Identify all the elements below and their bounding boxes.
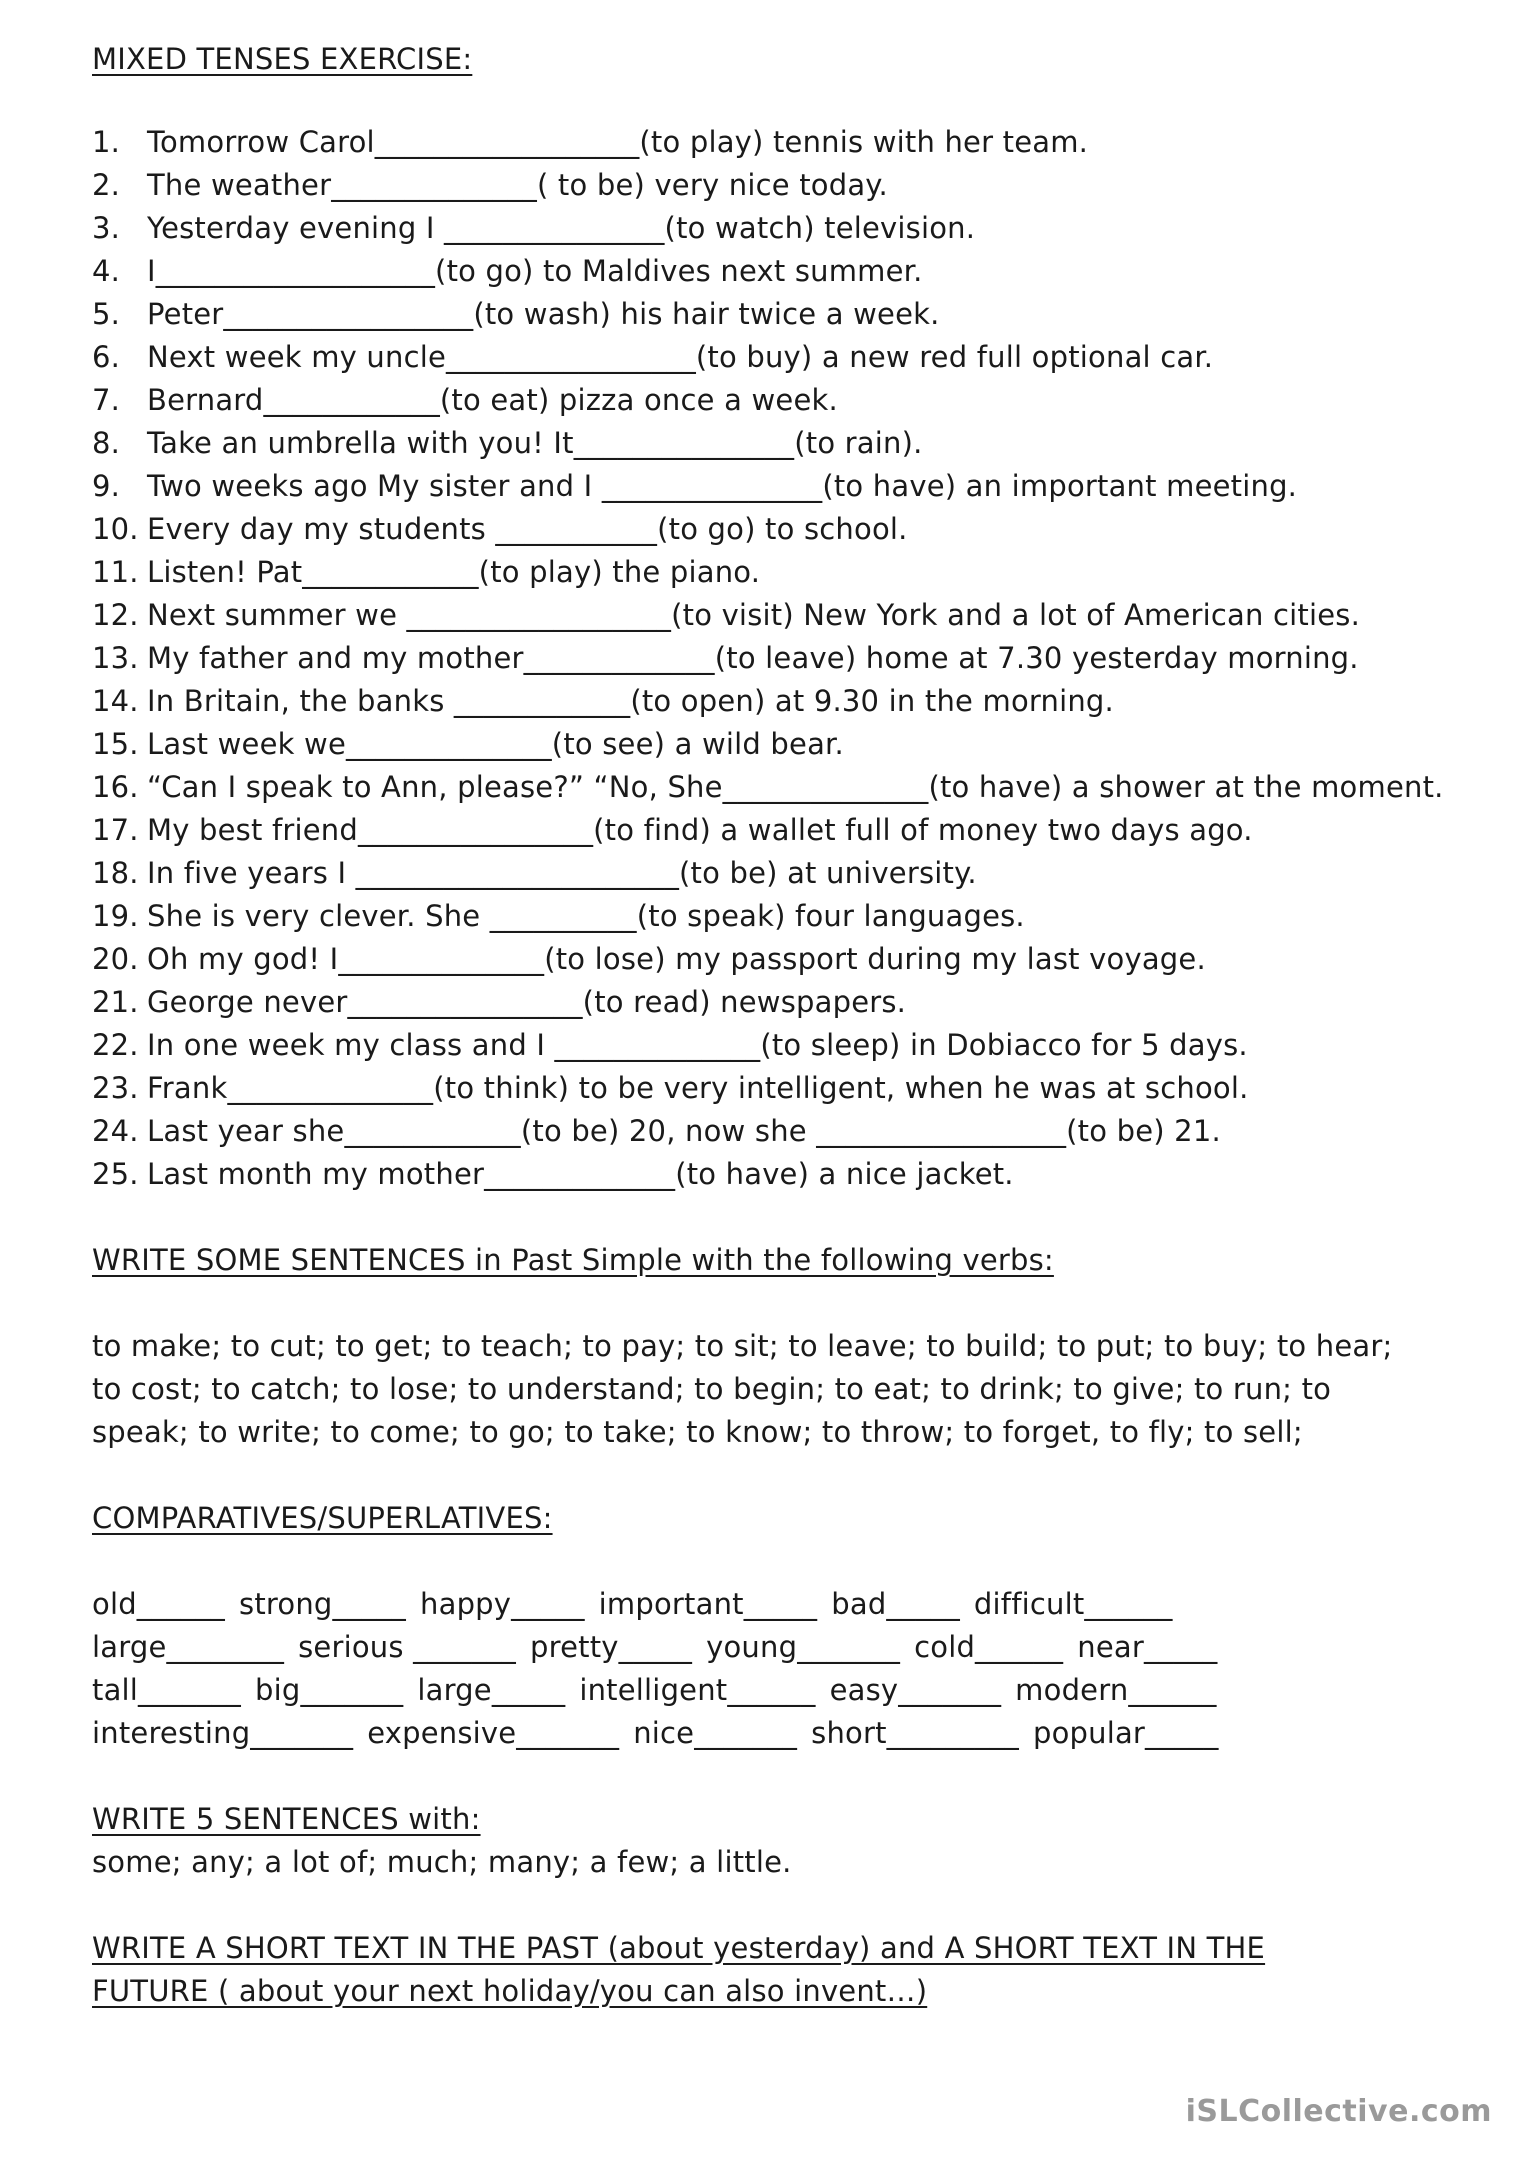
exercise-number: 10. [92,512,139,546]
exercise-number: 17. [92,813,139,847]
exercise-item [92,766,1502,809]
adjective-blank: happy_____ [420,1587,585,1621]
exercise-number: 7. [92,383,121,417]
adjective-blank: tall_______ [92,1673,241,1707]
exercise-item [92,336,1502,379]
exercise-item [92,250,1502,293]
exercise-sentence: Oh my god! I______________(to lose) my passport during my last voyage. [147,942,1206,976]
adjective-blank: intelligent______ [579,1673,816,1707]
adjective-blank: nice_______ [633,1716,798,1750]
exercise-item [92,551,1502,594]
exercise-sentence: She is very clever. She __________(to speak) four languages. [147,899,1025,933]
exercise-number: 4. [92,254,121,288]
exercise-number: 24. [92,1114,139,1148]
exercise-number: 1. [92,125,121,159]
short-text-line: WRITE A SHORT TEXT IN THE PAST (about yesterday) and A SHORT TEXT IN THE [92,1931,1266,1965]
watermark: iSLCollective.com [1185,2094,1492,2129]
adjective-blank: near_____ [1077,1630,1218,1664]
exercise-sentence: In Britain, the banks ____________(to open) at 9.30 in the morning. [147,684,1114,718]
exercise-item [92,422,1502,465]
exercise-item [92,1110,1502,1153]
exercise-sentence: Every day my students ___________(to go) to school. [147,512,908,546]
exercise-item [92,938,1502,981]
worksheet [92,38,1502,2013]
short-text-line: FUTURE ( about your next holiday/you can also invent…) [92,1974,928,2008]
exercise-sentence: My father and my mother_____________(to leave) home at 7.30 yesterday morning. [147,641,1359,675]
adjective-blank: old______ [92,1587,226,1621]
adjective-blank: short_________ [811,1716,1019,1750]
exercise-item [92,164,1502,207]
exercise-sentence: In five years I ______________________(to be) at university. [147,856,977,890]
exercise-number: 16. [92,770,139,804]
exercise-sentence: Last year she____________(to be) 20, now she _________________(to be) 21. [147,1114,1221,1148]
exercise-item [92,1067,1502,1110]
adjective-blank: modern______ [1015,1673,1217,1707]
comparatives-row [92,1669,1502,1712]
exercise-item [92,207,1502,250]
exercise-number: 8. [92,426,121,460]
exercise-sentence: Two weeks ago My sister and I _______________(to have) an important meeting. [147,469,1298,503]
exercise-sentence: Peter_________________(to wash) his hair twice a week. [147,297,940,331]
exercise-sentence: I___________________(to go) to Maldives next summer. [147,254,923,288]
verb-line: to make; to cut; to get; to teach; to pay; to sit; to leave; to build; to put; to buy; to hear; [92,1329,1393,1363]
comparatives-row [92,1583,1502,1626]
exercise-item [92,594,1502,637]
comparatives-row [92,1626,1502,1669]
adjective-blank: young_______ [706,1630,901,1664]
exercise-item [92,293,1502,336]
page-title: MIXED TENSES EXERCISE: [92,42,473,76]
exercise-number: 14. [92,684,139,718]
exercise-sentence: Next week my uncle_________________(to buy) a new red full optional car. [147,340,1214,374]
adjective-blank: cold______ [914,1630,1064,1664]
short-text-instructions [92,1927,1502,2013]
exercise-number: 20. [92,942,139,976]
exercise-sentence: Last week we______________(to see) a wild bear. [147,727,844,761]
verb-line: to cost; to catch; to lose; to understand; to begin; to eat; to drink; to give; to run; to [92,1372,1332,1406]
exercise-number: 6. [92,340,121,374]
quantifiers-heading: WRITE 5 SENTENCES with: [92,1802,481,1836]
adjective-blank: easy_______ [829,1673,1002,1707]
adjective-blank: large________ [92,1630,285,1664]
exercise-sentence: In one week my class and I ______________(to sleep) in Dobiacco for 5 days. [147,1028,1248,1062]
exercise-number: 19. [92,899,139,933]
exercise-number: 5. [92,297,121,331]
exercise-sentence: “Can I speak to Ann, please?” “No, She______________(to have) a shower at the moment. [147,770,1444,804]
exercise-item [92,1024,1502,1067]
exercise-sentence: Yesterday evening I _______________(to watch) television. [147,211,976,245]
exercise-number: 11. [92,555,139,589]
adjective-blank: big_______ [254,1673,404,1707]
exercise-item [92,379,1502,422]
exercise-number: 2. [92,168,121,202]
exercise-sentence: The weather______________( to be) very nice today. [147,168,888,202]
exercise-number: 22. [92,1028,139,1062]
exercise-item [92,723,1502,766]
exercise-number: 23. [92,1071,139,1105]
exercise-number: 13. [92,641,139,675]
adjective-blank: important_____ [598,1587,818,1621]
exercise-sentence: Last month my mother_____________(to have) a nice jacket. [147,1157,1014,1191]
exercise-item [92,809,1502,852]
exercise-item [92,852,1502,895]
comparatives-grid [92,1583,1502,1755]
exercise-number: 18. [92,856,139,890]
adjective-blank: pretty_____ [529,1630,693,1664]
exercise-sentence: Tomorrow Carol__________________(to play) tennis with her team. [147,125,1089,159]
exercise-item [92,680,1502,723]
adjective-blank: expensive_______ [367,1716,620,1750]
exercise-sentence: Bernard____________(to eat) pizza once a week. [147,383,838,417]
adjective-blank: bad_____ [831,1587,960,1621]
exercise-sentence: Listen! Pat____________(to play) the piano. [147,555,761,589]
exercise-number: 21. [92,985,139,1019]
comparatives-row [92,1712,1502,1755]
exercise-item [92,121,1502,164]
adjective-blank: serious _______ [298,1630,516,1664]
exercise-sentence: George never________________(to read) newspapers. [147,985,907,1019]
exercise-list [92,121,1502,1196]
adjective-blank: popular_____ [1032,1716,1219,1750]
exercise-item [92,981,1502,1024]
exercise-number: 25. [92,1157,139,1191]
exercise-sentence: Frank______________(to think) to be very intelligent, when he was at school. [147,1071,1249,1105]
exercise-sentence: Next summer we __________________(to visit) New York and a lot of American cities. [147,598,1361,632]
adjective-blank: difficult______ [973,1587,1173,1621]
verb-line: speak; to write; to come; to go; to take; to know; to throw; to forget, to fly; to sell; [92,1415,1303,1449]
adjective-blank: large_____ [417,1673,566,1707]
exercise-item [92,508,1502,551]
exercise-sentence: My best friend________________(to find) a wallet full of money two days ago. [147,813,1253,847]
exercise-sentence: Take an umbrella with you! It_______________(to rain). [147,426,923,460]
past-simple-heading: WRITE SOME SENTENCES in Past Simple with the following verbs: [92,1243,1054,1277]
adjective-blank: interesting_______ [92,1716,354,1750]
comparatives-heading: COMPARATIVES/SUPERLATIVES: [92,1501,553,1535]
exercise-number: 12. [92,598,139,632]
exercise-number: 3. [92,211,121,245]
exercise-item [92,1153,1502,1196]
exercise-number: 15. [92,727,139,761]
exercise-item [92,637,1502,680]
exercise-item [92,895,1502,938]
quantifiers-list: some; any; a lot of; much; many; a few; a little. [92,1845,792,1879]
exercise-item [92,465,1502,508]
adjective-blank: strong_____ [239,1587,407,1621]
verb-list [92,1325,1502,1454]
exercise-number: 9. [92,469,121,503]
